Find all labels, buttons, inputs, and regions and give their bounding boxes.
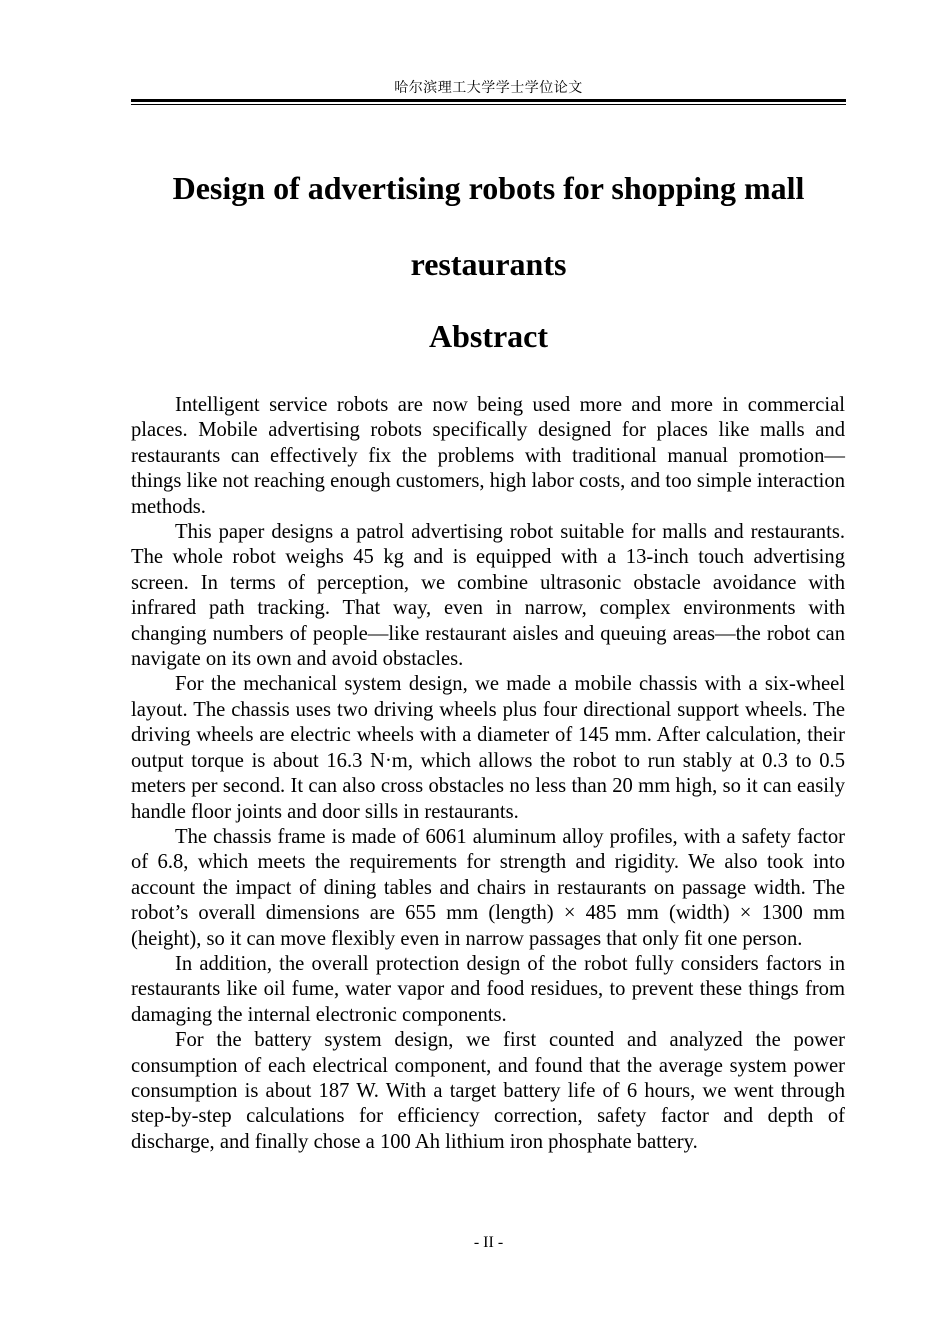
abstract-paragraph: Intelligent service robots are now being used more and more in commercial places. Mobile advertising robots specifically designed for places like malls and restaurants can effectively fix the problems with traditional manual promotion—things like not reaching enough customers, high labor costs, and too simple interaction methods.	[131, 394, 845, 518]
abstract-paragraph: For the battery system design, we first counted and analyzed the power consumption of each electrical component, and found that the average system power consumption is about 187 W. With a target battery life of 6 hours, we went through step-by-step calculations for efficiency correction, safety factor and depth of discharge, and finally chose a 100 Ah lithium iron phosphate battery.	[131, 1029, 845, 1153]
running-header: 哈尔滨理工大学学士学位论文	[394, 80, 583, 96]
abstract-paragraph: In addition, the overall protection design of the robot fully considers factors in restaurants like oil fume, water vapor and food residues, to prevent these things from damaging the internal electronic components.	[131, 952, 845, 1026]
header-rule-thick	[131, 99, 846, 102]
header-rule-thin	[131, 104, 846, 105]
abstract-body	[131, 393, 845, 1155]
page-number: - II -	[473, 1234, 504, 1251]
abstract-paragraph: The chassis frame is made of 6061 aluminum alloy profiles, with a safety factor of 6.8, which meets the requirements for strength and rigidity. We also took into account the impact of dining tables and chairs in restaurants on passage width. The robot’s overall dimensions are 655 mm (length) × 485 mm (width) × 1300 mm (height), so it can move flexibly even in narrow passages that only fit one person.	[131, 825, 845, 950]
paper-title: Design of advertising robots for shopping mall restaurants	[172, 170, 805, 282]
abstract-paragraph: This paper designs a patrol advertising robot suitable for malls and restaurants. The whole robot weighs 45 kg and is equipped with a 13-inch touch advertising screen. In terms of perception, we combine ultrasonic obstacle avoidance with infrared path tracking. That way, even in narrow, complex environments with changing numbers of people—like restaurant aisles and queuing areas—the robot can navigate on its own and avoid obstacles.	[131, 521, 845, 671]
abstract-heading: Abstract	[428, 318, 549, 354]
abstract-paragraph: For the mechanical system design, we made a mobile chassis with a six-wheel layout. The chassis uses two driving wheels plus four directional support wheels. The driving wheels are electric wheels with a diameter of 145 mm. After calculation, their output torque is about 16.3 N·m, which allows the robot to run stably at 0.3 to 0.5 meters per second. It can also cross obstacles no less than 20 mm high, so it can easily handle floor joints and door sills in restaurants.	[131, 673, 845, 823]
